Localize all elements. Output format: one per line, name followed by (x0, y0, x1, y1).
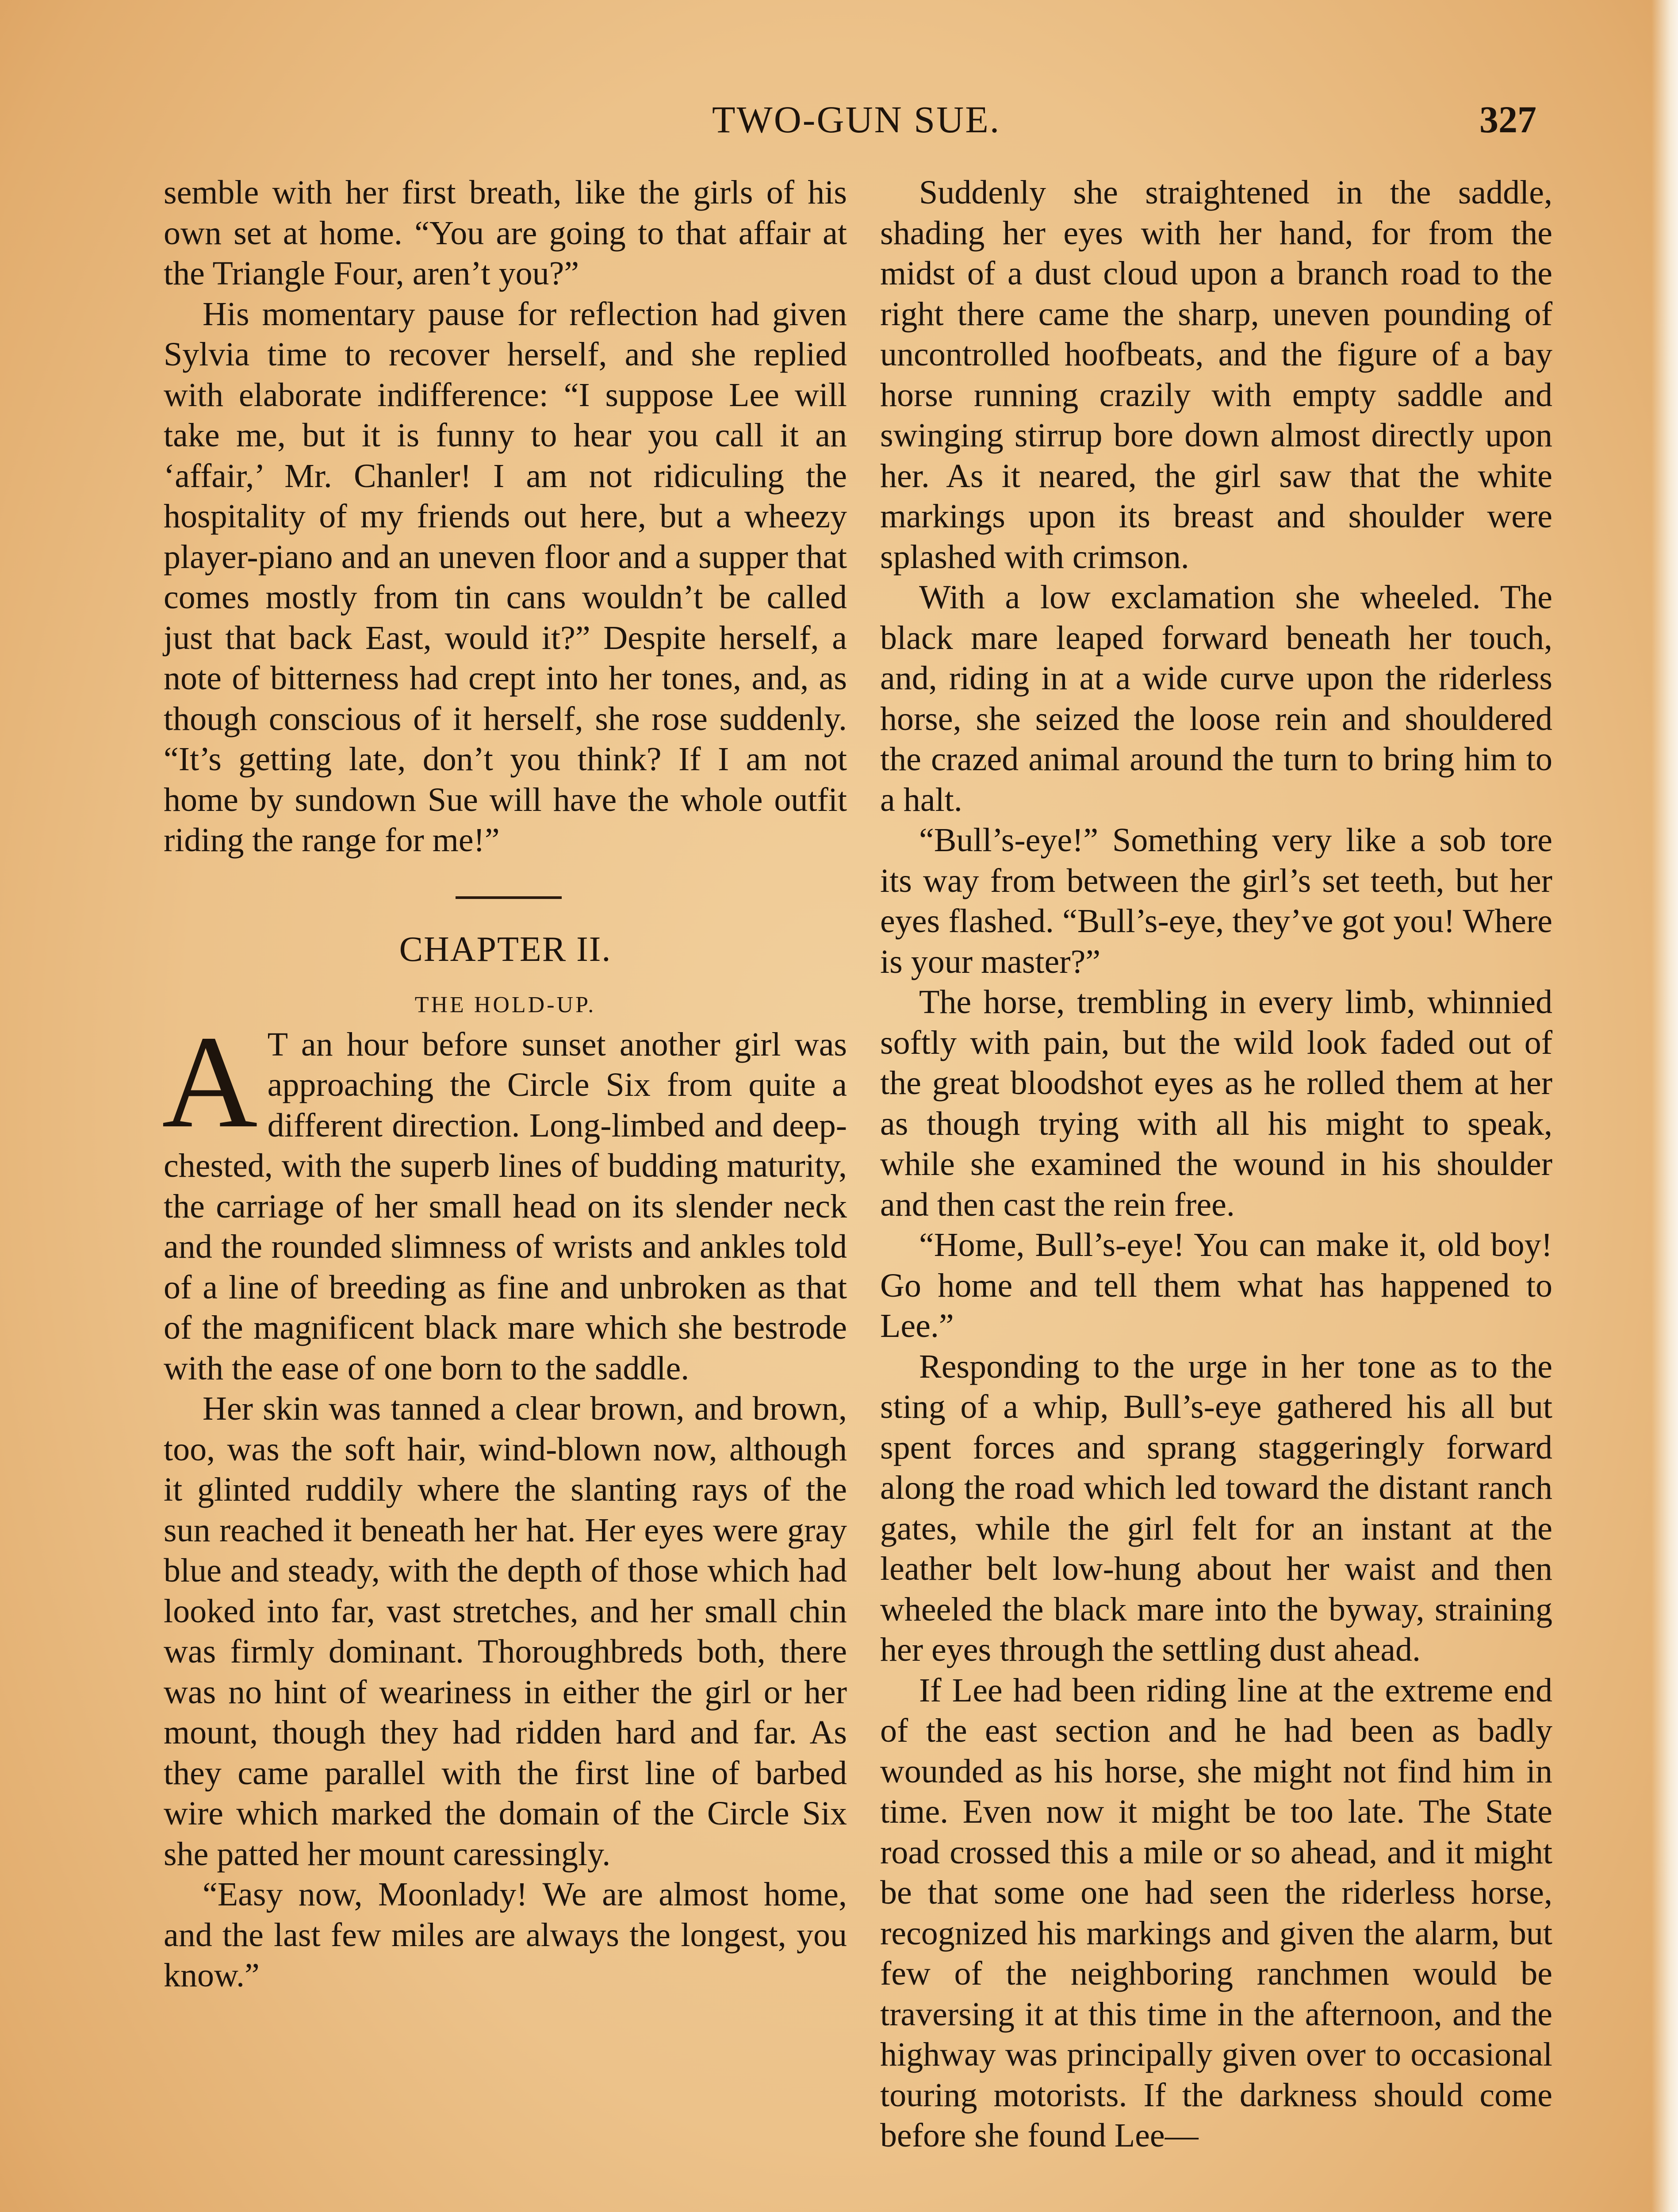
right-column (880, 173, 1552, 2156)
paragraph: Suddenly she straightened in the saddle, shading her eyes with her hand, for from the midst of a dust cloud upon a branch road to the right there came the sharp, uneven pounding of uncontrolled hoofbeats, and the figure of a bay horse running crazily with empty saddle and swinging stirrup bore down almost directly upon her. As it neared, the girl saw that the white markings upon its breast and shoulder were splashed with crimson. (880, 174, 1552, 576)
left-column (164, 173, 847, 1996)
paragraph: semble with her first breath, like the girls of his own set at home. “You are going to that affair at the Triangle Four, aren’t you?” (164, 174, 847, 292)
paragraph: “Easy now, Moonlady! We are almost home, and the last few miles are always the longest, you know.” (164, 1876, 847, 1994)
paragraph-with-dropcap (162, 1008, 847, 1389)
chapter-heading: CHAPTER II. (399, 929, 612, 969)
paragraph: If Lee had been riding line at the extreme end of the east section and he had been as badly wounded as his horse, she might not find him in time. Even now it might be too late. The State road crossed this a mile or so ahead, and it might be that some one had seen the riderless horse, recognized his markings and given the alarm, but few of the neighboring ranchmen would be traversing it at this time in the afternoon, and the highway was principally given over to occasional touring motorists. If the darkness should come before she found Lee— (880, 1671, 1552, 2154)
paragraph: The horse, trembling in every limb, whinnied softly with pain, but the wild look faded out of the great bloodshot eyes as he rolled them at her as though trying with all his might to speak, while she examined the wound in his shoulder and then cast the rein free. (880, 983, 1552, 1223)
paragraph: Her skin was tanned a clear brown, and brown, too, was the soft hair, wind-blown now, although it glinted ruddily where the slanting rays of the sun reached it beneath her hat. Her eyes were gray blue and steady, with the depth of those which had looked into far, vast stretches, and her small chin was firmly dominant. Thoroughbreds both, there was no hint of weariness in either the girl or her mount, though they had ridden hard and far. As they came parallel with the first line of barbed wire which marked the domain of the Circle Six she patted her mount caressingly. (164, 1390, 847, 1873)
section-divider (164, 861, 847, 927)
dropcap-paragraph-text: T an hour before sunset another girl was approaching the Circle Six from quite a different direction. Long-limbed and deep-chested, with the superb lines of budding maturity, the carriage of her small head on its slender neck and the rounded slimness of wrists and ankles told of a line of breeding as fine and unbroken as that of the magnificent black mare which she bestrode with the ease of one born to the saddle. (164, 1025, 847, 1387)
chapter-subtitle: THE HOLD-UP. (414, 992, 596, 1018)
paragraph: “Bull’s-eye!” Something very like a sob tore its way from between the girl’s set teeth, but her eyes flashed. “Bull’s-eye, they’ve got you! Where is your master?” (880, 822, 1552, 980)
running-title: TWO-GUN SUE. (712, 98, 1001, 141)
paragraph: “Home, Bull’s-eye! You can make it, old boy! Go home and tell them what has happened to Lee.” (880, 1226, 1552, 1344)
page-number: 327 (1479, 98, 1536, 141)
paragraph: With a low exclamation she wheeled. The black mare leaped forward beneath her touch, and, riding in at a wide curve upon the riderless horse, she seized the loose rein and shouldered the crazed animal around the turn to bring him to a halt. (880, 579, 1552, 818)
page-edge (1651, 0, 1678, 2212)
drop-cap: A (162, 1008, 258, 1155)
paragraph: Responding to the urge in her tone as to the sting of a whip, Bull’s-eye gathered his all but spent forces and sprang staggeringly forward along the road which led toward the distant ranch gates, while the girl felt for an instant at the leather belt low-hung about her waist and then wheeled the black mare into the byway, straining her eyes through the settling dust ahead. (880, 1348, 1552, 1668)
paragraph: His momentary pause for reflection had given Sylvia time to recover herself, and she replied with elaborate indifference: “I suppose Lee will take me, but it is funny to hear you call it an ‘affair,’ Mr. Chanler! I am not ridiculing the hospitality of my friends out here, but a wheezy player-piano and an uneven floor and a supper that comes mostly from tin cans wouldn’t be called just that back East, would it?” Despite herself, a note of bitterness had crept into her tones, and, as though conscious of it herself, she rose suddenly. “It’s getting late, don’t you think? If I am not home by sundown Sue will have the whole outfit riding the range for me!” (164, 295, 847, 859)
page-header (0, 88, 1678, 155)
